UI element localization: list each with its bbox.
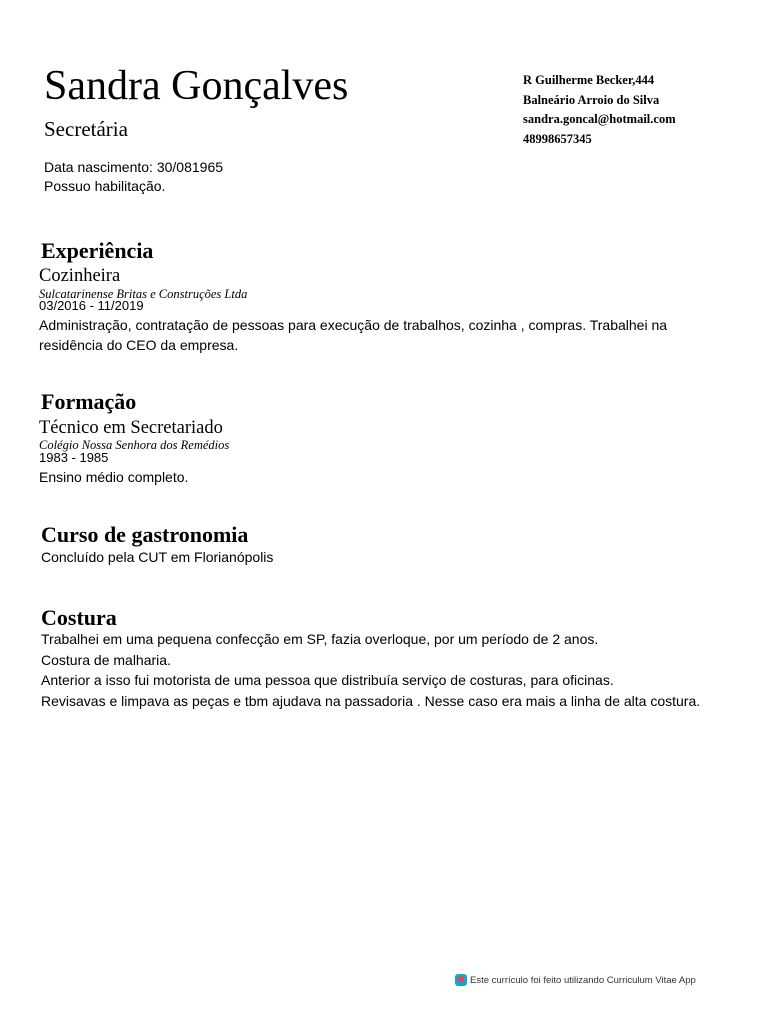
section-title-education: Formação <box>41 389 137 414</box>
address-city: Balneário Arroio do Silva <box>523 92 660 107</box>
phone: 48998657345 <box>523 131 592 146</box>
contact-info <box>523 71 676 149</box>
curriculum-vitae-app-logo-icon <box>455 974 467 986</box>
experience-description-line: Administração, contratação de pessoas para execução de trabalhos, cozinha , compras. Trabalhei na <box>39 317 668 333</box>
education-course: Técnico em Secretariado <box>39 418 223 438</box>
driver-license: Possuo habilitação. <box>44 178 166 194</box>
birth-date: Data nascimento: 30/081965 <box>44 159 224 175</box>
email: sandra.goncal@hotmail.com <box>523 112 676 126</box>
sewing-line: Anterior a isso fui motorista de uma pessoa que distribuía serviço de costuras, para oficinas. <box>41 672 614 688</box>
experience-description-line: residência do CEO da empresa. <box>39 337 239 353</box>
personal-info <box>44 158 223 196</box>
experience-dates: 03/2016 - 11/2019 <box>39 298 144 313</box>
sewing-description <box>41 629 700 711</box>
sewing-line: Trabalhei em uma pequena confecção em SP, fazia overloque, por um período de 2 anos. <box>41 631 599 647</box>
candidate-role: Secretária <box>44 117 128 141</box>
gastronomy-description: Concluído pela CUT em Florianópolis <box>41 549 274 565</box>
sewing-line: Costura de malharia. <box>41 651 171 668</box>
education-dates: 1983 - 1985 <box>39 450 109 465</box>
section-title-sewing: Costura <box>41 605 117 630</box>
footer-text: Este currículo foi feito utilizando Curriculum Vitae App <box>470 974 696 986</box>
candidate-name: Sandra Gonçalves <box>44 63 349 109</box>
footer-credit <box>455 974 696 986</box>
address-street: R Guilherme Becker,444 <box>523 73 655 87</box>
section-title-gastronomy: Curso de gastronomia <box>41 522 249 547</box>
experience-company: Sulcatarinense Britas e Construções Ltda <box>39 287 248 301</box>
education-school: Colégio Nossa Senhora dos Remédios <box>39 438 230 452</box>
experience-job-title: Cozinheira <box>39 266 121 286</box>
section-title-experience: Experiência <box>41 238 154 263</box>
sewing-line: Revisavas e limpava as peças e tbm ajudava na passadoria . Nesse caso era mais a linha de alta costura. <box>41 692 701 709</box>
education-description: Ensino médio completo. <box>39 469 189 485</box>
experience-description <box>39 315 667 355</box>
